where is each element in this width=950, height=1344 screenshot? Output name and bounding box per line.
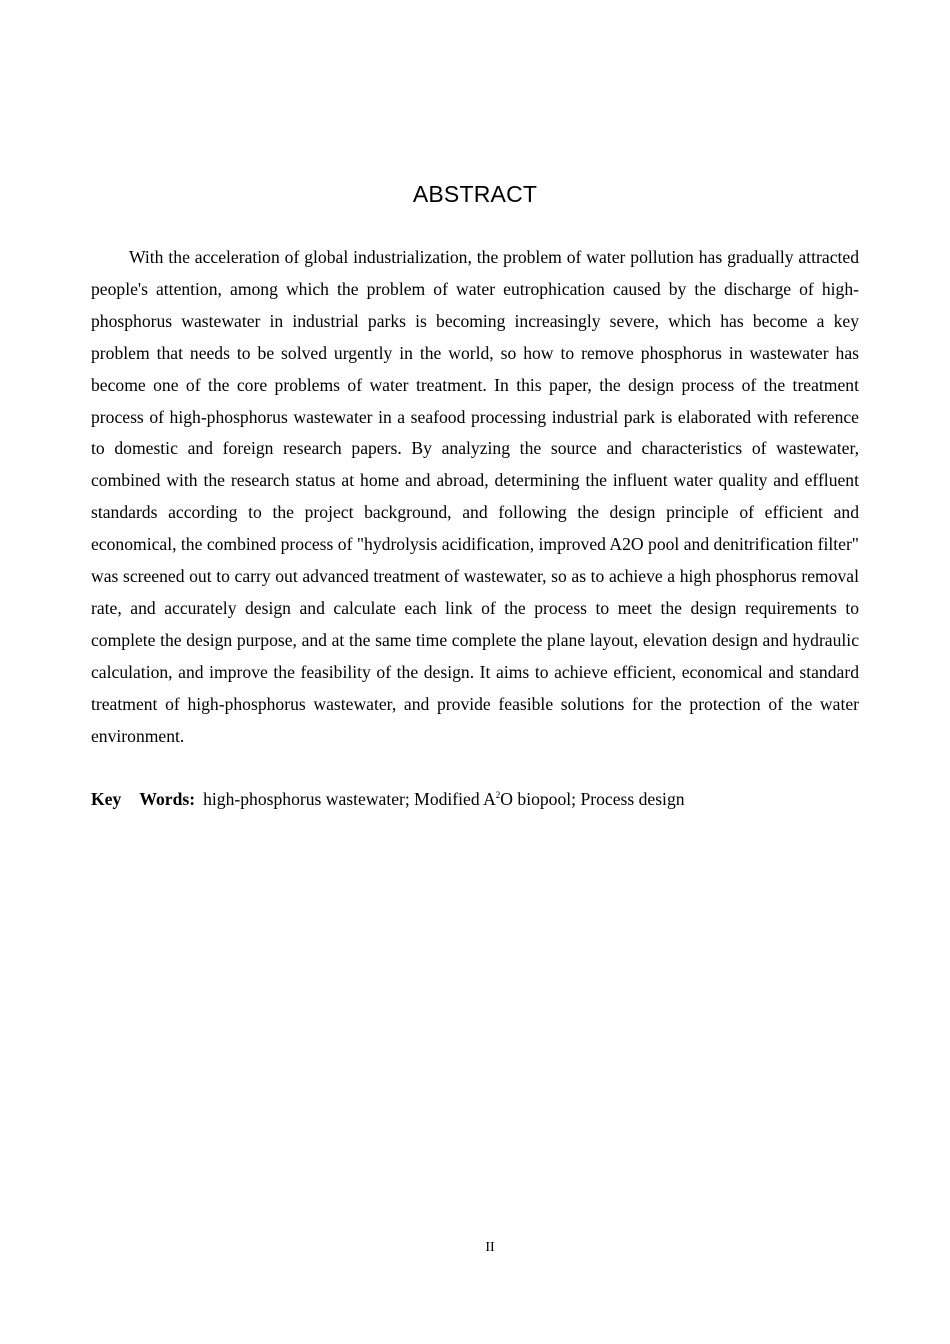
- abstract-title: ABSTRACT: [412, 181, 538, 207]
- keywords-text-part-2: O biopool; Process design: [500, 789, 685, 809]
- keywords-text-part-1: high-phosphorus wastewater; Modified A: [203, 789, 496, 809]
- keywords-text: [203, 789, 684, 809]
- keywords-line: [91, 784, 859, 816]
- page-number: II: [485, 1240, 495, 1255]
- abstract-body: With the acceleration of global industrialization, the problem of water pollution has gradually attracted people's attention, among which the problem of water eutrophication caused by the discharge of high-phosphorus wastewater in industrial parks is becoming increasingly severe, which has become a key problem that needs to be solved urgently in the world, so how to remove phosphorus in wastewater has become one of the core problems of water treatment. In this paper, the design process of the treatment process of high-phosphorus wastewater in a seafood processing industrial park is elaborated with reference to domestic and foreign research papers. By analyzing the source and characteristics of wastewater, combined with the research status at home and abroad, determining the influent water quality and effluent standards according to the project background, and following the design principle of efficient and economical, the combined process of "hydrolysis acidification, improved A2O pool and denitrification filter" was screened out to carry out advanced treatment of wastewater, so as to achieve a high phosphorus removal rate, and accurately design and calculate each link of the process to meet the design requirements to complete the design purpose, and at the same time complete the plane layout, elevation design and hydraulic calculation, and improve the feasibility of the design. It aims to achieve efficient, economical and standard treatment of high-phosphorus wastewater, and provide feasible solutions for the protection of the water environment.: [91, 247, 859, 746]
- keywords-label: Key Words:: [91, 789, 196, 809]
- keywords-superscript: 2: [495, 790, 501, 800]
